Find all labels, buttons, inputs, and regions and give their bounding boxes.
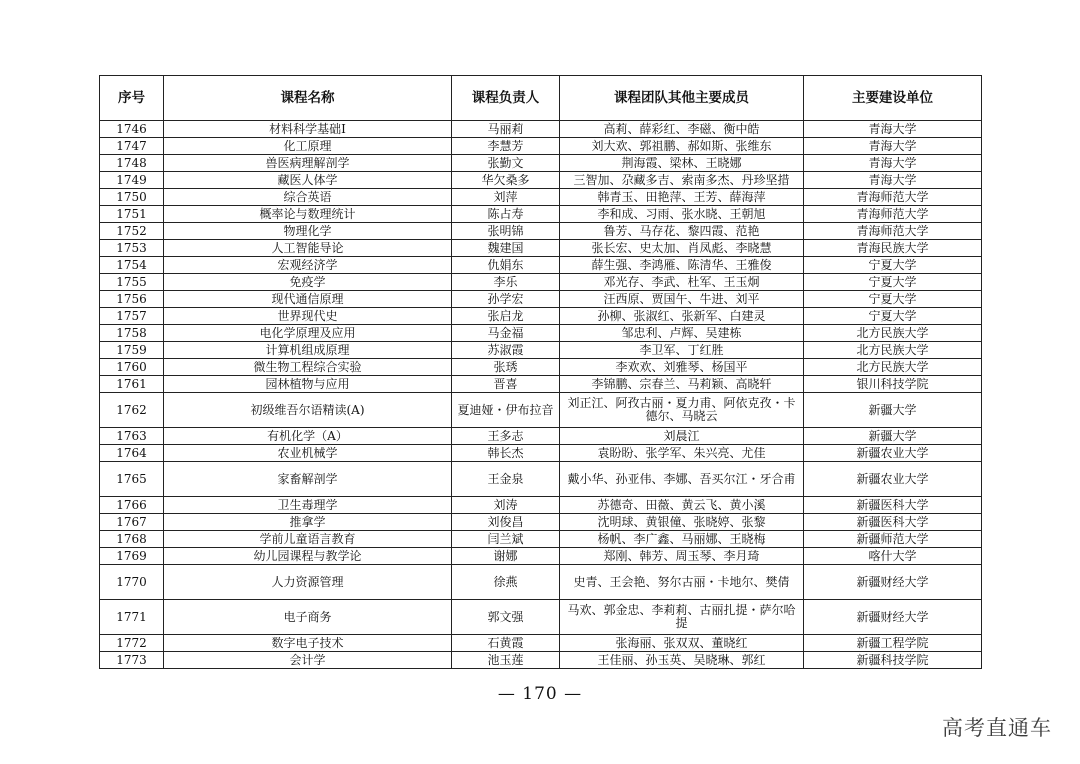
cell-index: 1755 (100, 274, 164, 291)
cell-course-lead: 苏淑霞 (452, 342, 560, 359)
cell-course-name: 初级维吾尔语精读(A) (164, 393, 452, 428)
cell-course-name: 推拿学 (164, 514, 452, 531)
cell-index: 1764 (100, 445, 164, 462)
cell-index: 1765 (100, 462, 164, 497)
cell-course-name: 数字电子技术 (164, 635, 452, 652)
cell-course-name: 会计学 (164, 652, 452, 669)
cell-index: 1772 (100, 635, 164, 652)
cell-team-members: 马欢、郭金忠、李莉莉、古丽扎提・萨尔哈提 (560, 600, 804, 635)
cell-index: 1759 (100, 342, 164, 359)
table-row (100, 308, 982, 325)
cell-unit: 新疆科技学院 (804, 652, 982, 669)
cell-course-lead: 夏迪娅・伊布拉音 (452, 393, 560, 428)
cell-course-name: 概率论与数理统计 (164, 206, 452, 223)
table-row (100, 652, 982, 669)
cell-index: 1767 (100, 514, 164, 531)
cell-index: 1757 (100, 308, 164, 325)
table-row (100, 428, 982, 445)
cell-course-name: 电子商务 (164, 600, 452, 635)
table-row (100, 342, 982, 359)
cell-course-lead: 闫兰斌 (452, 531, 560, 548)
cell-team-members: 邹忠利、卢辉、吴建栋 (560, 325, 804, 342)
table-row (100, 635, 982, 652)
cell-course-name: 藏医人体学 (164, 172, 452, 189)
table-row (100, 565, 982, 600)
cell-course-lead: 魏建国 (452, 240, 560, 257)
cell-unit: 新疆财经大学 (804, 600, 982, 635)
cell-index: 1749 (100, 172, 164, 189)
table-row (100, 155, 982, 172)
cell-index: 1752 (100, 223, 164, 240)
cell-team-members: 刘晨江 (560, 428, 804, 445)
cell-course-lead: 孙学宏 (452, 291, 560, 308)
cell-course-name: 农业机械学 (164, 445, 452, 462)
cell-unit: 青海大学 (804, 138, 982, 155)
cell-course-lead: 谢娜 (452, 548, 560, 565)
cell-team-members: 李卫军、丁红胜 (560, 342, 804, 359)
header-course-name: 课程名称 (164, 76, 452, 121)
cell-course-lead: 韩长杰 (452, 445, 560, 462)
cell-index: 1760 (100, 359, 164, 376)
cell-course-name: 学前儿童语言教育 (164, 531, 452, 548)
table-row (100, 393, 982, 428)
cell-course-name: 世界现代史 (164, 308, 452, 325)
cell-unit: 新疆师范大学 (804, 531, 982, 548)
cell-course-lead: 徐燕 (452, 565, 560, 600)
cell-course-lead: 华欠桑多 (452, 172, 560, 189)
table-row (100, 376, 982, 393)
cell-course-lead: 郭文强 (452, 600, 560, 635)
cell-index: 1748 (100, 155, 164, 172)
table-row (100, 172, 982, 189)
cell-team-members: 孙柳、张淑红、张新军、白建灵 (560, 308, 804, 325)
cell-course-lead: 张启龙 (452, 308, 560, 325)
cell-index: 1773 (100, 652, 164, 669)
cell-unit: 北方民族大学 (804, 325, 982, 342)
cell-unit: 新疆农业大学 (804, 445, 982, 462)
cell-course-name: 微生物工程综合实验 (164, 359, 452, 376)
cell-course-name: 物理化学 (164, 223, 452, 240)
cell-course-name: 材料科学基础I (164, 121, 452, 138)
cell-team-members: 王佳丽、孙玉英、吴晓琳、郭红 (560, 652, 804, 669)
table-row (100, 548, 982, 565)
cell-team-members: 汪西原、贾国午、牛进、刘平 (560, 291, 804, 308)
cell-course-lead: 马丽莉 (452, 121, 560, 138)
cell-unit: 新疆财经大学 (804, 565, 982, 600)
cell-unit: 新疆医科大学 (804, 497, 982, 514)
cell-unit: 喀什大学 (804, 548, 982, 565)
table-row (100, 223, 982, 240)
cell-course-name: 幼儿园课程与教学论 (164, 548, 452, 565)
cell-course-name: 人力资源管理 (164, 565, 452, 600)
table-row (100, 240, 982, 257)
cell-team-members: 史青、王会艳、努尔古丽・卡地尔、樊倩 (560, 565, 804, 600)
table-row (100, 189, 982, 206)
course-table (99, 75, 982, 669)
cell-team-members: 张长宏、史太加、肖凤彪、李晓慧 (560, 240, 804, 257)
cell-index: 1762 (100, 393, 164, 428)
table-row (100, 138, 982, 155)
cell-course-lead: 李乐 (452, 274, 560, 291)
table-row (100, 514, 982, 531)
cell-team-members: 袁盼盼、张学军、朱兴亮、尤佳 (560, 445, 804, 462)
header-course-lead: 课程负责人 (452, 76, 560, 121)
cell-course-lead: 刘俊昌 (452, 514, 560, 531)
cell-index: 1770 (100, 565, 164, 600)
cell-unit: 青海师范大学 (804, 223, 982, 240)
cell-unit: 宁夏大学 (804, 291, 982, 308)
cell-index: 1763 (100, 428, 164, 445)
page-number: — 170 — (497, 684, 583, 704)
cell-course-name: 卫生毒理学 (164, 497, 452, 514)
table-row (100, 600, 982, 635)
cell-unit: 青海大学 (804, 172, 982, 189)
cell-index: 1747 (100, 138, 164, 155)
table-row (100, 291, 982, 308)
cell-course-name: 现代通信原理 (164, 291, 452, 308)
cell-course-lead: 陈占寿 (452, 206, 560, 223)
cell-course-lead: 晋喜 (452, 376, 560, 393)
cell-unit: 青海师范大学 (804, 189, 982, 206)
cell-unit: 新疆大学 (804, 393, 982, 428)
table-row (100, 445, 982, 462)
cell-team-members: 刘正江、阿孜古丽・夏力甫、阿依克孜・卡德尔、马晓云 (560, 393, 804, 428)
cell-course-name: 人工智能导论 (164, 240, 452, 257)
cell-course-name: 计算机组成原理 (164, 342, 452, 359)
cell-team-members: 薛生强、李鸿雁、陈清华、王雅俊 (560, 257, 804, 274)
cell-unit: 青海民族大学 (804, 240, 982, 257)
cell-unit: 新疆工程学院 (804, 635, 982, 652)
cell-course-lead: 仇娟东 (452, 257, 560, 274)
header-index: 序号 (100, 76, 164, 121)
cell-index: 1769 (100, 548, 164, 565)
watermark-text: 高考直通车 (942, 716, 1052, 740)
cell-course-name: 综合英语 (164, 189, 452, 206)
cell-team-members: 杨帆、李广鑫、马丽娜、王晓梅 (560, 531, 804, 548)
cell-index: 1751 (100, 206, 164, 223)
cell-course-name: 有机化学（A） (164, 428, 452, 445)
table-header-row (100, 76, 982, 121)
cell-index: 1753 (100, 240, 164, 257)
cell-index: 1754 (100, 257, 164, 274)
table-row (100, 531, 982, 548)
cell-team-members: 戴小华、孙亚伟、李娜、吾买尔江・牙合甫 (560, 462, 804, 497)
cell-team-members: 李锦鹏、宗春兰、马莉颖、高晓轩 (560, 376, 804, 393)
cell-course-lead: 池玉莲 (452, 652, 560, 669)
cell-course-lead: 刘涛 (452, 497, 560, 514)
cell-team-members: 邓光存、李武、杜军、王玉炯 (560, 274, 804, 291)
cell-unit: 青海师范大学 (804, 206, 982, 223)
table-body (100, 121, 982, 669)
cell-unit: 新疆农业大学 (804, 462, 982, 497)
table-row (100, 257, 982, 274)
header-unit: 主要建设单位 (804, 76, 982, 121)
cell-course-lead: 张琇 (452, 359, 560, 376)
table-row (100, 359, 982, 376)
cell-index: 1766 (100, 497, 164, 514)
cell-course-name: 兽医病理解剖学 (164, 155, 452, 172)
cell-unit: 青海大学 (804, 155, 982, 172)
cell-unit: 青海大学 (804, 121, 982, 138)
cell-unit: 银川科技学院 (804, 376, 982, 393)
table-row (100, 462, 982, 497)
cell-team-members: 荆海霞、梁林、王晓娜 (560, 155, 804, 172)
cell-team-members: 高莉、薛彩红、李磁、衡中皓 (560, 121, 804, 138)
cell-course-lead: 李慧芳 (452, 138, 560, 155)
cell-course-name: 园林植物与应用 (164, 376, 452, 393)
cell-team-members: 韩青玉、田艳萍、王芳、薛海萍 (560, 189, 804, 206)
cell-unit: 新疆医科大学 (804, 514, 982, 531)
table-row (100, 497, 982, 514)
cell-course-name: 家畜解剖学 (164, 462, 452, 497)
cell-team-members: 三智加、尕藏多吉、索南多杰、丹珍坚措 (560, 172, 804, 189)
cell-index: 1758 (100, 325, 164, 342)
cell-unit: 宁夏大学 (804, 308, 982, 325)
cell-team-members: 沈明球、黄银僮、张晓婷、张黎 (560, 514, 804, 531)
table-row (100, 274, 982, 291)
cell-course-lead: 马金福 (452, 325, 560, 342)
table-row (100, 325, 982, 342)
cell-unit: 北方民族大学 (804, 359, 982, 376)
cell-team-members: 苏德奇、田薇、黄云飞、黄小溪 (560, 497, 804, 514)
cell-course-lead: 张明锦 (452, 223, 560, 240)
cell-course-name: 宏观经济学 (164, 257, 452, 274)
cell-unit: 宁夏大学 (804, 257, 982, 274)
cell-unit: 新疆大学 (804, 428, 982, 445)
cell-team-members: 李和成、习雨、张水晓、王朝旭 (560, 206, 804, 223)
cell-team-members: 张海丽、张双双、董晓红 (560, 635, 804, 652)
cell-index: 1746 (100, 121, 164, 138)
table-row (100, 206, 982, 223)
cell-team-members: 鲁芳、马存花、黎四霞、范艳 (560, 223, 804, 240)
header-team-members: 课程团队其他主要成员 (560, 76, 804, 121)
cell-team-members: 刘大欢、郭祖鹏、郝如斯、张维东 (560, 138, 804, 155)
table-row (100, 121, 982, 138)
cell-unit: 北方民族大学 (804, 342, 982, 359)
cell-index: 1750 (100, 189, 164, 206)
cell-team-members: 郑刚、韩芳、周玉琴、李月琦 (560, 548, 804, 565)
cell-index: 1771 (100, 600, 164, 635)
cell-index: 1768 (100, 531, 164, 548)
cell-course-lead: 石黄霞 (452, 635, 560, 652)
cell-index: 1761 (100, 376, 164, 393)
cell-course-lead: 王多志 (452, 428, 560, 445)
cell-course-name: 电化学原理及应用 (164, 325, 452, 342)
cell-course-lead: 张勤文 (452, 155, 560, 172)
cell-team-members: 李欢欢、刘雅琴、杨国平 (560, 359, 804, 376)
cell-unit: 宁夏大学 (804, 274, 982, 291)
cell-course-lead: 刘萍 (452, 189, 560, 206)
cell-index: 1756 (100, 291, 164, 308)
cell-course-lead: 王金泉 (452, 462, 560, 497)
cell-course-name: 化工原理 (164, 138, 452, 155)
cell-course-name: 免疫学 (164, 274, 452, 291)
